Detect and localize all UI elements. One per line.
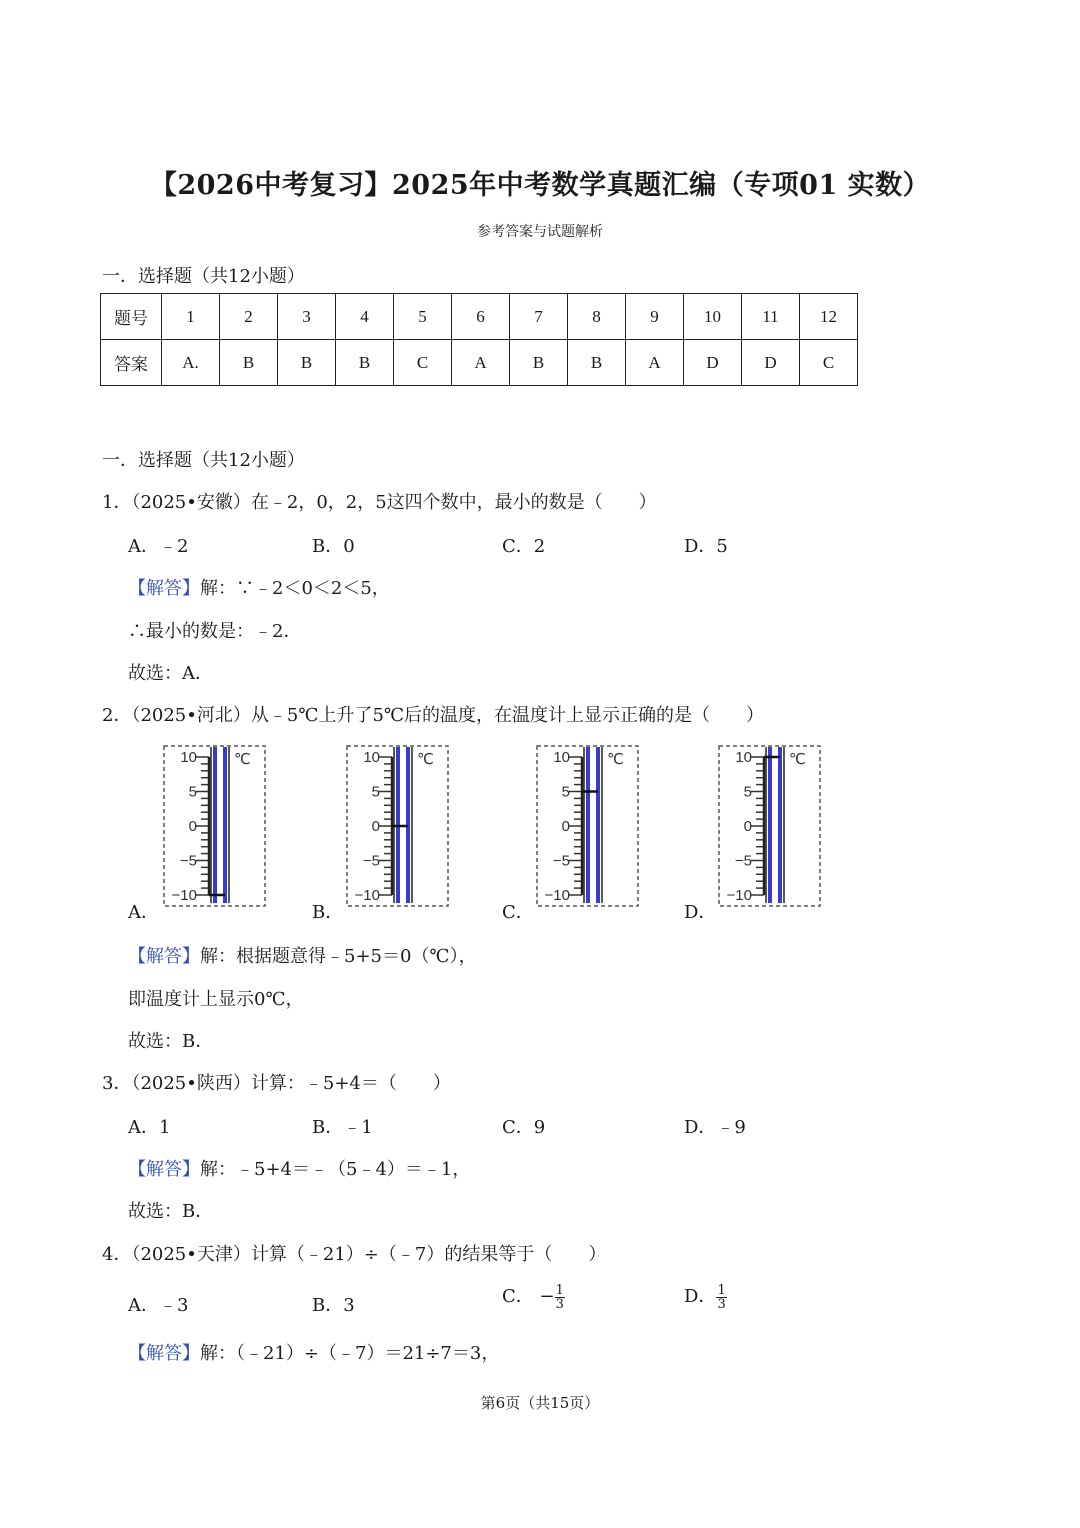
table-cell: D [742, 340, 800, 386]
section-heading: 一．选择题（共12小题） [102, 266, 305, 287]
option-b: B．0 [312, 536, 355, 557]
tube-wall [778, 747, 782, 903]
question-stem: 4．（2025•天津）计算（﹣21）÷（﹣7）的结果等于（ ） [102, 1244, 607, 1265]
scale-label: 5 [743, 783, 752, 801]
option-d [684, 1282, 727, 1311]
scale-label: 10 [180, 749, 197, 766]
table-cell: B [220, 340, 278, 386]
table-cell: 10 [684, 294, 742, 340]
tube-wall [768, 747, 772, 903]
unit-label: ℃ [417, 750, 434, 768]
option-a: A．1 [128, 1117, 171, 1138]
question-stem: 2．（2025•河北）从﹣5℃上升了5℃后的温度，在温度计上显示正确的是（ ） [102, 705, 765, 726]
fraction [555, 1284, 565, 1311]
scale-label: −5 [179, 852, 197, 870]
solution-line [128, 574, 390, 600]
table-cell: B [568, 340, 626, 386]
scale-label: 10 [363, 749, 380, 766]
scale-label: 0 [188, 818, 197, 835]
unit-label: ℃ [607, 750, 624, 768]
option-d-label: D． [684, 1286, 717, 1307]
solution-line: 即温度计上显示0℃， [128, 989, 304, 1010]
fraction-numerator: 1 [555, 1282, 564, 1298]
table-cell: 答案 [101, 340, 162, 386]
option-b: B． [312, 902, 344, 923]
page-subtitle: 参考答案与试题解析 [477, 224, 603, 240]
table-cell: C [800, 340, 858, 386]
solution-tag: 【解答】 [128, 578, 200, 599]
solution-line: 故选：A． [128, 663, 213, 684]
scale-label: 0 [371, 818, 380, 835]
answer-table [100, 293, 858, 386]
table-cell: B [278, 340, 336, 386]
solution-tag: 【解答】 [128, 1343, 200, 1364]
option-c [502, 1282, 565, 1311]
thermometer-b [346, 745, 449, 907]
table-cell: 2 [220, 294, 278, 340]
unit-label: ℃ [234, 750, 251, 768]
option-c: C．2 [502, 536, 546, 557]
table-cell: 8 [568, 294, 626, 340]
thermometer-a [163, 745, 266, 907]
solution-line [128, 1155, 470, 1181]
table-cell: C [394, 340, 452, 386]
fraction-denominator: 3 [555, 1296, 564, 1312]
scale-label: −10 [726, 887, 752, 904]
table-cell: 6 [452, 294, 510, 340]
option-b: B．﹣1 [312, 1117, 373, 1138]
fraction-numerator: 1 [717, 1282, 726, 1298]
answer-table-row-answers [101, 340, 858, 386]
table-cell: D [684, 340, 742, 386]
scale-label: 0 [743, 818, 752, 835]
tube-wall [586, 747, 590, 903]
tube-wall [596, 747, 600, 903]
solution-text: 解：∵﹣2＜0＜2＜5， [200, 578, 390, 599]
solution-line: 故选：B． [128, 1031, 214, 1052]
option-d: D． [684, 902, 717, 923]
option-d: D．5 [684, 536, 728, 557]
option-b: B．3 [312, 1295, 355, 1316]
scale-label: −10 [354, 887, 380, 904]
scale-label: 5 [561, 783, 570, 801]
scale-label: 5 [188, 783, 197, 801]
scale-label: −5 [552, 852, 570, 870]
page-title: 【2026中考复习】2025年中考数学真题汇编（专项01 实数） [149, 170, 931, 201]
option-a: A． [128, 902, 159, 923]
page-footer: 第6页（共15页） [480, 1394, 600, 1412]
table-cell: 题号 [101, 294, 162, 340]
table-cell: B [510, 340, 568, 386]
solution-text: 解：﹣5+4＝﹣（5﹣4）＝﹣1， [200, 1159, 471, 1180]
scale-label: −10 [544, 887, 570, 904]
table-cell: 3 [278, 294, 336, 340]
table-cell: A [626, 340, 684, 386]
solution-line [128, 942, 477, 968]
option-a: A．﹣2 [128, 536, 189, 557]
tube-wall [223, 747, 227, 903]
scale-label: 0 [561, 818, 570, 835]
scale-label: −5 [734, 852, 752, 870]
minus-sign: − [539, 1286, 555, 1307]
table-cell: 12 [800, 294, 858, 340]
solution-line: ∴最小的数是：﹣2． [128, 621, 302, 642]
table-cell: B [336, 340, 394, 386]
tube-wall [213, 747, 217, 903]
section-heading: 一．选择题（共12小题） [102, 450, 305, 471]
table-cell: 4 [336, 294, 394, 340]
option-a: A．﹣3 [128, 1295, 189, 1316]
scale-label: 10 [553, 749, 570, 766]
scale-label: −5 [362, 852, 380, 870]
scale-label: 5 [371, 783, 380, 801]
option-c: C．9 [502, 1117, 546, 1138]
table-cell: 9 [626, 294, 684, 340]
table-cell: 1 [162, 294, 220, 340]
option-c: C． [502, 902, 534, 923]
table-cell: 11 [742, 294, 800, 340]
table-cell: A. [162, 340, 220, 386]
solution-text: 解：根据题意得﹣5+5＝0（℃）， [200, 946, 477, 967]
solution-line: 故选：B． [128, 1201, 214, 1222]
unit-label: ℃ [789, 750, 806, 768]
answer-table-row-numbers [101, 294, 858, 340]
solution-text: 解：（﹣21）÷（﹣7）＝21÷7＝3， [200, 1343, 500, 1364]
scale-label: −10 [171, 887, 197, 904]
table-cell: 7 [510, 294, 568, 340]
thermometer-d [718, 745, 821, 907]
scale-label: 10 [735, 749, 752, 766]
fraction-denominator: 3 [717, 1296, 726, 1312]
question-stem: 3．（2025•陕西）计算：﹣5+4＝（ ） [102, 1073, 451, 1094]
table-cell: A [452, 340, 510, 386]
fraction [716, 1284, 726, 1311]
option-c-label: C． [502, 1286, 534, 1307]
solution-tag: 【解答】 [128, 946, 200, 967]
solution-line [128, 1339, 499, 1365]
option-d: D．﹣9 [684, 1117, 746, 1138]
table-cell: 5 [394, 294, 452, 340]
solution-tag: 【解答】 [128, 1159, 200, 1180]
question-stem: 1．（2025•安徽）在﹣2，0，2，5这四个数中，最小的数是（ ） [102, 492, 657, 513]
thermometer-c [536, 745, 639, 907]
